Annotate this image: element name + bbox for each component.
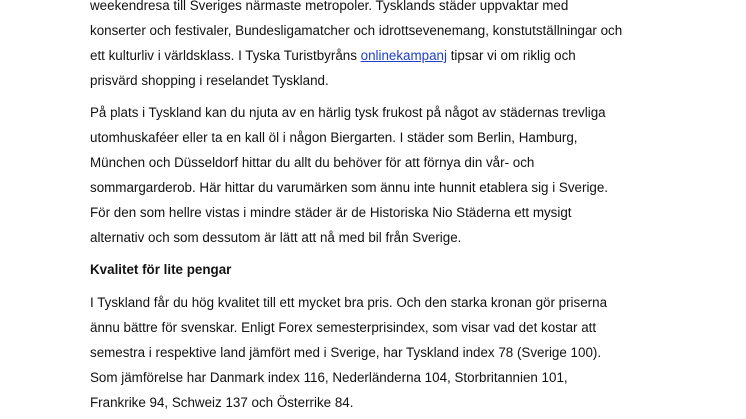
- text-line: På plats i Tyskland kan du njuta av en härlig tysk frukost på något av städernas trevliga: [90, 105, 606, 120]
- text-line: Som jämförelse har Danmark index 116, Nederländerna 104, Storbritannien 101,: [90, 370, 568, 385]
- section-heading: Kvalitet för lite pengar: [90, 262, 232, 277]
- text-line: [90, 43, 690, 68]
- text-line: konserter och festivaler, Bundesligamatcher och idrottsevenemang, konstutställningar och: [90, 23, 623, 38]
- text-line: weekendresa till Sveriges närmaste metropoler. Tysklands städer uppvaktar med: [90, 0, 569, 13]
- paragraph-quality-price: [90, 290, 690, 415]
- text-line: För den som hellre vistas i mindre städer är de Historiska Nio Städerna ett mysigt: [90, 205, 572, 220]
- text-segment: tipsar vi om riklig och: [446, 48, 576, 63]
- text-line: utomhuskaféer eller ta en kall öl i någon Biergarten. I städer som Berlin, Hamburg,: [90, 130, 578, 145]
- text-line: München och Düsseldorf hittar du allt du behöver för att förnya din vår- och: [90, 155, 535, 170]
- paragraph-in-germany: [90, 100, 690, 250]
- text-line: I Tyskland får du hög kvalitet till ett mycket bra pris. Och den starka kronan gör priserna: [90, 295, 608, 310]
- text-line: semestra i respektive land jämfört med i Sverige, har Tyskland index 78 (Sverige 100).: [90, 345, 602, 360]
- paragraph-weekend-trip: [90, 0, 690, 93]
- text-line: prisvärd shopping i reselandet Tyskland.: [90, 73, 329, 88]
- text-line: Frankrike 94, Schweiz 137 och Österrike 84.: [90, 395, 354, 410]
- text-line: alternativ och som dessutom är lätt att nå med bil från Sverige.: [90, 230, 462, 245]
- text-line: ännu bättre för svenskar. Enligt Forex semesterprisindex, som visar vad det kostar att: [90, 320, 597, 335]
- text-line: sommargarderob. Här hittar du varumärken som ännu inte hunnit etablera sig i Sverige.: [90, 180, 609, 195]
- onlinekampanj-link[interactable]: onlinekampanj: [360, 48, 447, 63]
- text-segment: ett kulturliv i världsklass. I Tyska Turistbyråns: [90, 48, 361, 63]
